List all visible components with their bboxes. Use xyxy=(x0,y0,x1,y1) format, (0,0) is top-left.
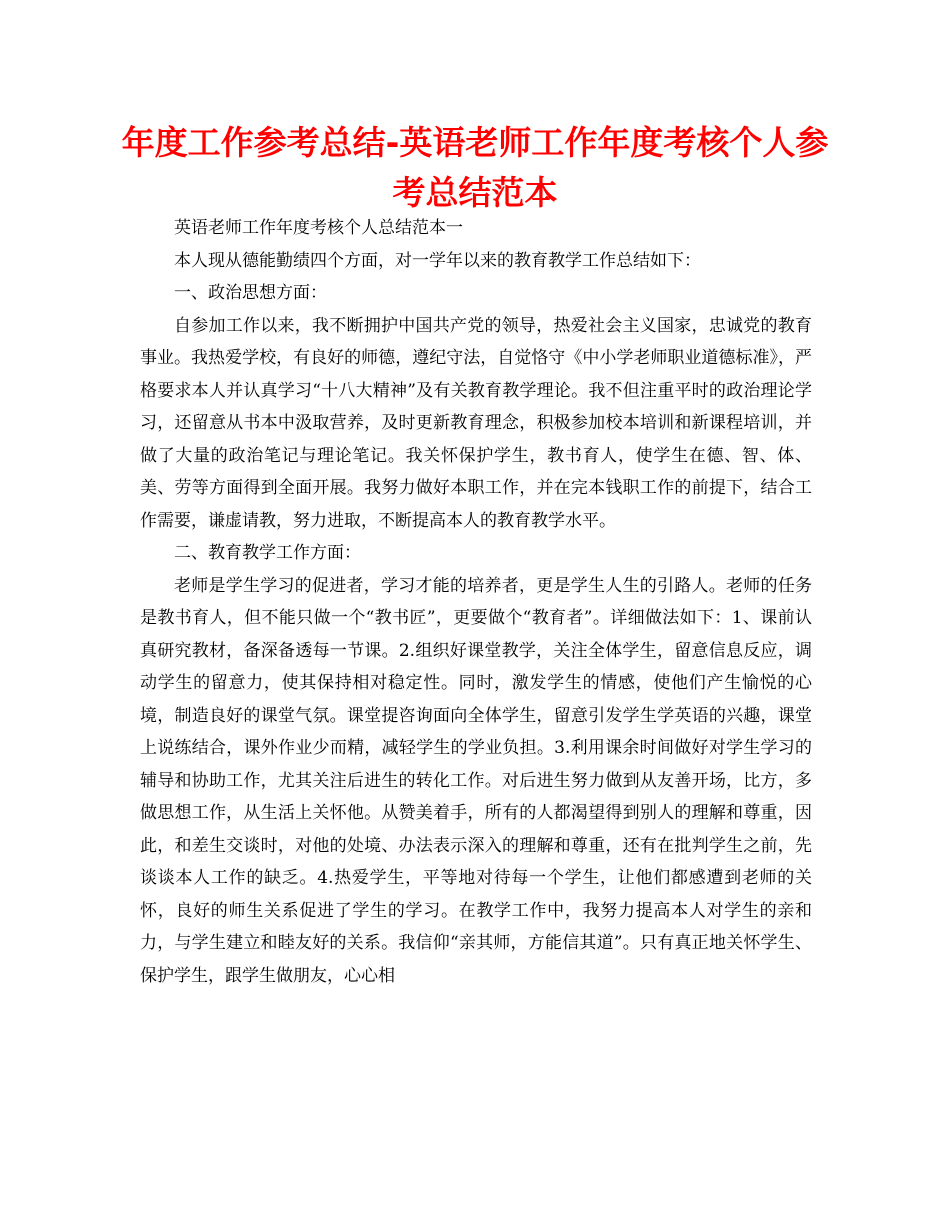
paragraph: 老师是学生学习的促进者，学习才能的培养者，更是学生人生的引路人。老师的任务是教书育人，但不能只做一个“教书匠”，更要做个“教育者”。详细做法如下：1、课前认真研究教材，备深备透每一节课。2.组织好课堂教学，关注全体学生，留意信息反应，调动学生的留意力，使其保持相对稳定性。同时，激发学生的情感，使他们产生愉悦的心境，制造良好的课堂气氛。课堂提咨询面向全体学生，留意引发学生学英语的兴趣，课堂上说练结合，课外作业少而精，减轻学生的学业负担。3.利用课余时间做好对学生学习的辅导和协助工作，尤其关注后进生的转化工作。对后进生努力做到从友善开场，比方，多做思想工作，从生活上关怀他。从赞美着手，所有的人都渴望得到别人的理解和尊重，因此，和差生交谈时，对他的处境、办法表示深入的理解和尊重，还有在批判学生之前，先谈谈本人工作的缺乏。4.热爱学生，平等地对待每一个学生，让他们都感遭到老师的关怀，良好的师生关系促进了学生的学习。在教学工作中，我努力提高本人对学生的亲和力，与学生建立和睦友好的关系。我信仰“亲其师，方能信其道”。只有真正地关怀学生、保护学生，跟学生做朋友，心心相 xyxy=(140,575,812,986)
document-body xyxy=(140,212,812,992)
section-heading: 二、教育教学工作方面： xyxy=(174,543,361,563)
paragraph: 自参加工作以来，我不断拥护中国共产党的领导，热爱社会主义国家，忠诚党的教育事业。我热爱学校，有良好的师德，遵纪守法，自觉恪守《中小学老师职业道德标准》，严格要求本人并认真学习“十八大精神”及有关教育教学理论。我不但注重平时的政治理论学习，还留意从书本中汲取营养，及时更新教育理念，积极参加校本培训和新课程培训，并做了大量的政治笔记与理论笔记。我关怀保护学生，教书育人，使学生在德、智、体、美、劳等方面得到全面开展。我努力做好本职工作，并在完本钱职工作的前提下，结合工作需要，谦虚请教，努力进取，不断提高本人的教育教学水平。 xyxy=(140,315,812,531)
section-heading: 一、政治思想方面： xyxy=(174,283,327,303)
document-title: 年度工作参考总结-英语老师工作年度考核个人参考总结范本 xyxy=(121,123,829,212)
paragraph: 本人现从德能勤绩四个方面，对一学年以来的教育教学工作总结如下： xyxy=(174,250,701,271)
paragraph: 英语老师工作年度考核个人总结范本一 xyxy=(174,218,463,238)
